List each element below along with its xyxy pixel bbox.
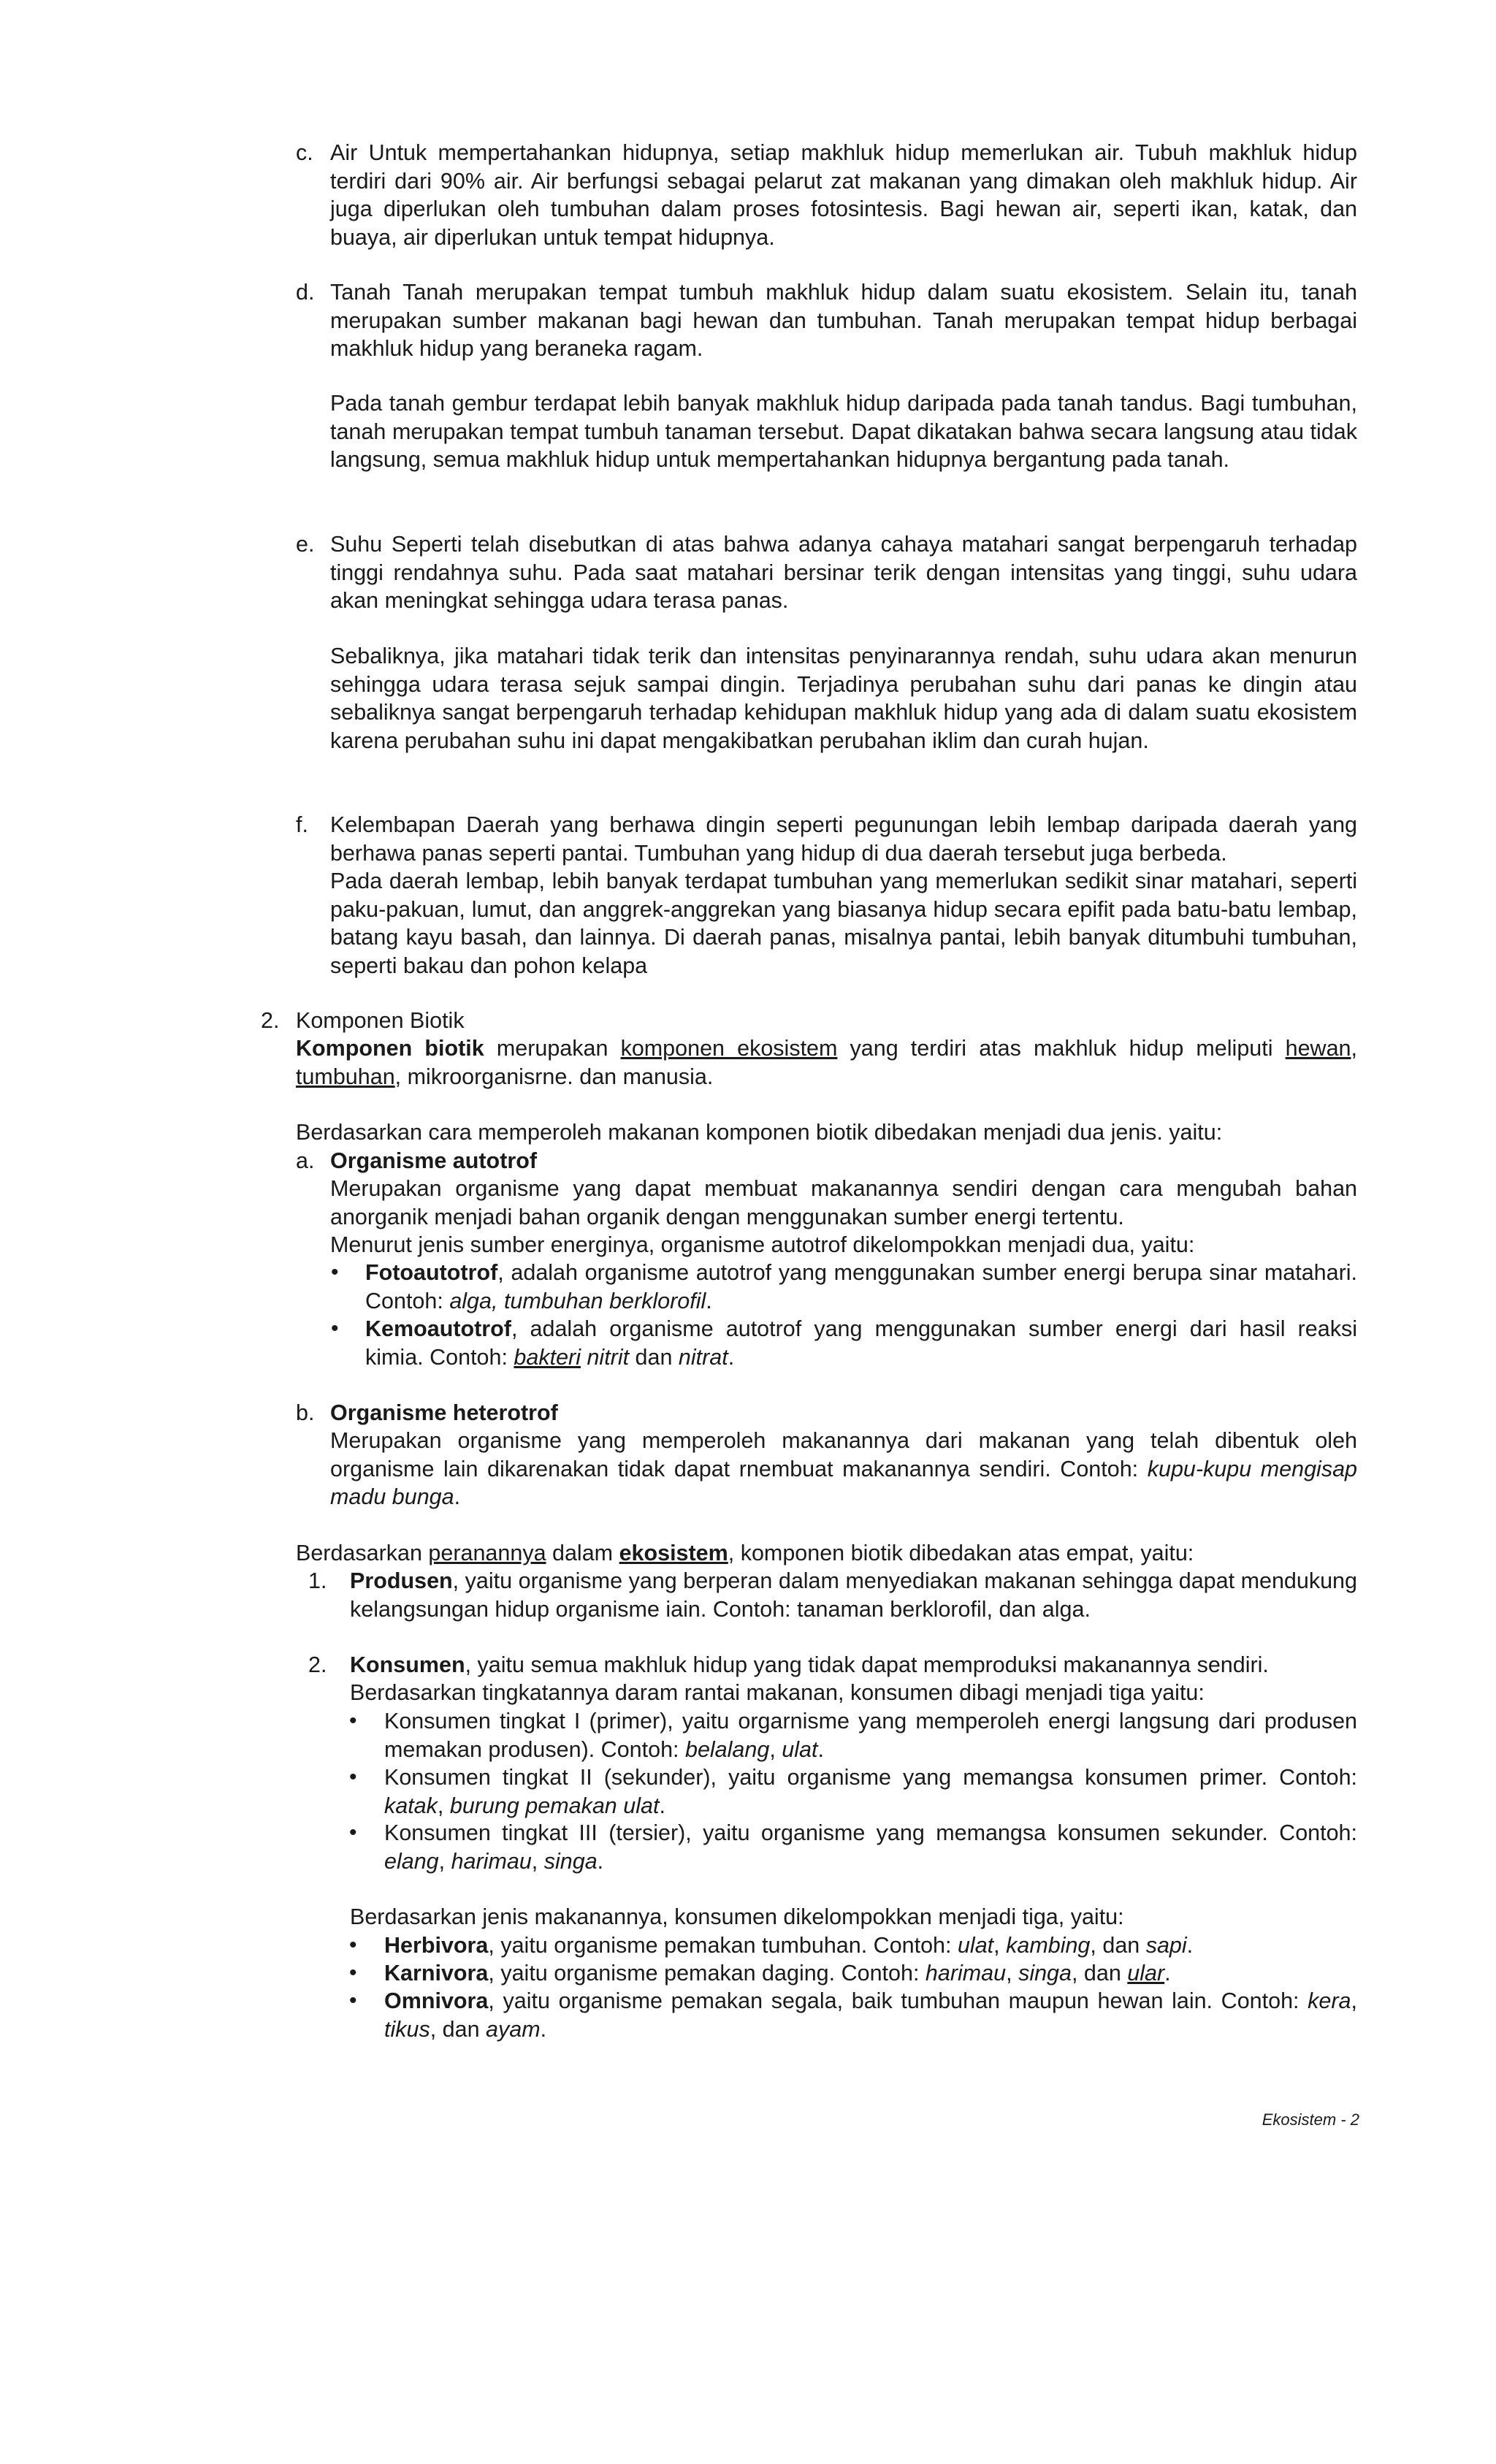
paragraph-by-food: Berdasarkan cara memperoleh makanan komponen biotik dibedakan menjadi dua jenis. yaitu:	[296, 1120, 1223, 1145]
list-marker-a: a.	[296, 1148, 315, 1173]
list-marker-f: f.	[296, 812, 308, 837]
item-fotoautotrof: Fotoautotrof, adalah organisme autotrof yang menggunakan sumber energi berupa sinar matahari. Contoh: alga, tumbuhan berklorofil.	[365, 1260, 1357, 1313]
bullet-herbivora: •	[349, 1933, 357, 1957]
paragraph-autotrof-desc-2: Menurut jenis sumber energinya, organisme autotrof dikelompokkan menjadi dua, yaitu:	[330, 1232, 1195, 1257]
list-marker-d: d.	[296, 280, 315, 305]
bullet-omnivora: •	[349, 1988, 357, 2013]
list-marker-b: b.	[296, 1400, 315, 1425]
link-ular[interactable]: ular	[1127, 1961, 1165, 1986]
bullet-konsumen-2: •	[349, 1765, 357, 1789]
paragraph-by-role: Berdasarkan peranannya dalam ekosistem, komponen biotik dibedakan atas empat, yaitu:	[296, 1541, 1194, 1565]
section-number: 2.	[261, 1008, 280, 1033]
list-marker-2: 2.	[308, 1652, 327, 1677]
paragraph-suhu-1: Suhu Seperti telah disebutkan di atas bahwa adanya cahaya matahari sangat berpengaruh terhadap tinggi rendahnya suhu. Pada saat matahari bersinar terik dengan intensitas yang tinggi, suhu udara akan meningkat sehingga udara terasa panas.	[330, 532, 1357, 613]
paragraph-konsumen-levels: Berdasarkan tingkatannya daram rantai makanan, konsumen dibagi menjadi tiga yaitu:	[350, 1680, 1205, 1705]
paragraph-biotik-intro: Komponen biotik merupakan komponen ekosistem yang terdiri atas makhluk hidup meliputi hewan, tumbuhan, mikroorganisrne. dan manusia.	[296, 1036, 1357, 1089]
bullet-fotoautotrof: •	[331, 1260, 339, 1284]
item-karnivora: Karnivora, yaitu organisme pemakan daging. Contoh: harimau, singa, dan ular.	[384, 1961, 1171, 1986]
heading-heterotrof: Organisme heterotrof	[330, 1400, 558, 1425]
item-konsumen: Konsumen, yaitu semua makhluk hidup yang tidak dapat memproduksi makanannya sendiri.	[350, 1652, 1269, 1677]
paragraph-kelembapan-2: Pada daerah lembap, lebih banyak terdapat tumbuhan yang memerlukan sedikit sinar matahari, seperti paku-pakuan, lumut, dan anggrek-anggrekan yang biasanya hidup secara epifit pada batu-batu lembap, batang kayu basah, dan lainnya. Di daerah panas, misalnya pantai, lebih banyak ditumbuhi tumbuhan, seperti bakau dan pohon kelapa	[330, 869, 1357, 978]
item-herbivora: Herbivora, yaitu organisme pemakan tumbuhan. Contoh: ulat, kambing, dan sapi.	[384, 1933, 1194, 1958]
link-hewan[interactable]: hewan	[1285, 1036, 1351, 1061]
term-komponen-biotik: Komponen biotik	[296, 1036, 484, 1061]
paragraph-konsumen-food: Berdasarkan jenis makanannya, konsumen dikelompokkan menjadi tiga, yaitu:	[350, 1904, 1124, 1929]
bullet-kemoautotrof: •	[331, 1316, 339, 1340]
section-title: Komponen Biotik	[296, 1008, 465, 1033]
bullet-konsumen-3: •	[349, 1820, 357, 1845]
item-konsumen-sekunder: Konsumen tingkat II (sekunder), yaitu organisme yang memangsa konsumen primer. Contoh: katak, burung pemakan ulat.	[384, 1765, 1357, 1818]
paragraph-autotrof-desc: Merupakan organisme yang dapat membuat makanannya sendiri dengan cara mengubah bahan anorganik menjadi bahan organik dengan menggunakan sumber energi tertentu.	[330, 1176, 1357, 1229]
item-kemoautotrof: Kemoautotrof, adalah organisme autotrof yang menggunakan sumber energi dari hasil reaksi kimia. Contoh: bakteri nitrit dan nitrat.	[365, 1316, 1357, 1370]
paragraph-tanah-1: Tanah Tanah merupakan tempat tumbuh makhluk hidup dalam suatu ekosistem. Selain itu, tanah merupakan sumber makanan bagi hewan dan tumbuhan. Tanah merupakan tempat hidup berbagai makhluk hidup yang beraneka ragam.	[330, 280, 1357, 361]
link-ekosistem[interactable]: ekosistem	[619, 1541, 728, 1565]
page-footer: Ekosistem - 2	[1262, 2110, 1359, 2129]
list-marker-c: c.	[296, 140, 313, 165]
item-produsen: Produsen, yaitu organisme yang berperan dalam menyediakan makanan sehingga dapat mendukung kelangsungan hidup organisme iain. Contoh: tanaman berklorofil, dan alga.	[350, 1568, 1357, 1622]
paragraph-heterotrof-desc: Merupakan organisme yang memperoleh makanannya dari makanan yang telah dibentuk oleh organisme lain dikarenakan tidak dapat rnembuat makanannya sendiri. Contoh: kupu-kupu mengisap madu bunga.	[330, 1428, 1357, 1509]
item-konsumen-tersier: Konsumen tingkat III (tersier), yaitu organisme yang memangsa konsumen sekunder. Contoh: elang, harimau, singa.	[384, 1820, 1357, 1874]
link-komponen-ekosistem[interactable]: komponen ekosistem	[620, 1036, 838, 1061]
bullet-konsumen-1: •	[349, 1709, 357, 1733]
bullet-karnivora: •	[349, 1961, 357, 1985]
link-bakteri[interactable]: bakteri	[514, 1344, 581, 1370]
list-marker-1: 1.	[308, 1568, 327, 1593]
list-marker-e: e.	[296, 532, 315, 557]
paragraph-air: Air Untuk mempertahankan hidupnya, setiap makhluk hidup memerlukan air. Tubuh makhluk hidup terdiri dari 90% air. Air berfungsi sebagai pelarut zat makanan yang dimakan oleh makhluk hidup. Air juga diperlukan oleh tumbuhan dalam proses fotosintesis. Bagi hewan air, seperti ikan, katak, dan buaya, air diperlukan untuk tempat hidupnya.	[330, 140, 1357, 250]
paragraph-suhu-2: Sebaliknya, jika matahari tidak terik dan intensitas penyinarannya rendah, suhu udara akan menurun sehingga udara terasa sejuk sampai dingin. Terjadinya perubahan suhu dari panas ke dingin atau sebaliknya sangat berpengaruh terhadap kehidupan makhluk hidup yang ada di dalam suatu ekosistem karena perubahan suhu ini dapat mengakibatkan perubahan iklim dan curah hujan.	[330, 644, 1357, 753]
paragraph-kelembapan-1: Kelembapan Daerah yang berhawa dingin seperti pegunungan lebih lembap daripada daerah yang berhawa panas seperti pantai. Tumbuhan yang hidup di dua daerah tersebut juga berbeda.	[330, 812, 1357, 866]
paragraph-tanah-2: Pada tanah gembur terdapat lebih banyak makhluk hidup daripada pada tanah tandus. Bagi tumbuhan, tanah merupakan tempat tumbuh tanaman tersebut. Dapat dikatakan bahwa secara langsung atau tidak langsung, semua makhluk hidup untuk mempertahankan hidupnya bergantung pada tanah.	[330, 391, 1357, 472]
heading-autotrof: Organisme autotrof	[330, 1148, 538, 1173]
item-omnivora: Omnivora, yaitu organisme pemakan segala, baik tumbuhan maupun hewan lain. Contoh: kera, tikus, dan ayam.	[384, 1988, 1357, 2042]
link-peranannya[interactable]: peranannya	[428, 1541, 546, 1565]
item-konsumen-primer: Konsumen tingkat I (primer), yaitu orgarnisme yang memperoleh energi langsung dari produsen memakan produsen). Contoh: belalang, ulat.	[384, 1709, 1357, 1762]
link-tumbuhan[interactable]: tumbuhan	[296, 1064, 395, 1089]
